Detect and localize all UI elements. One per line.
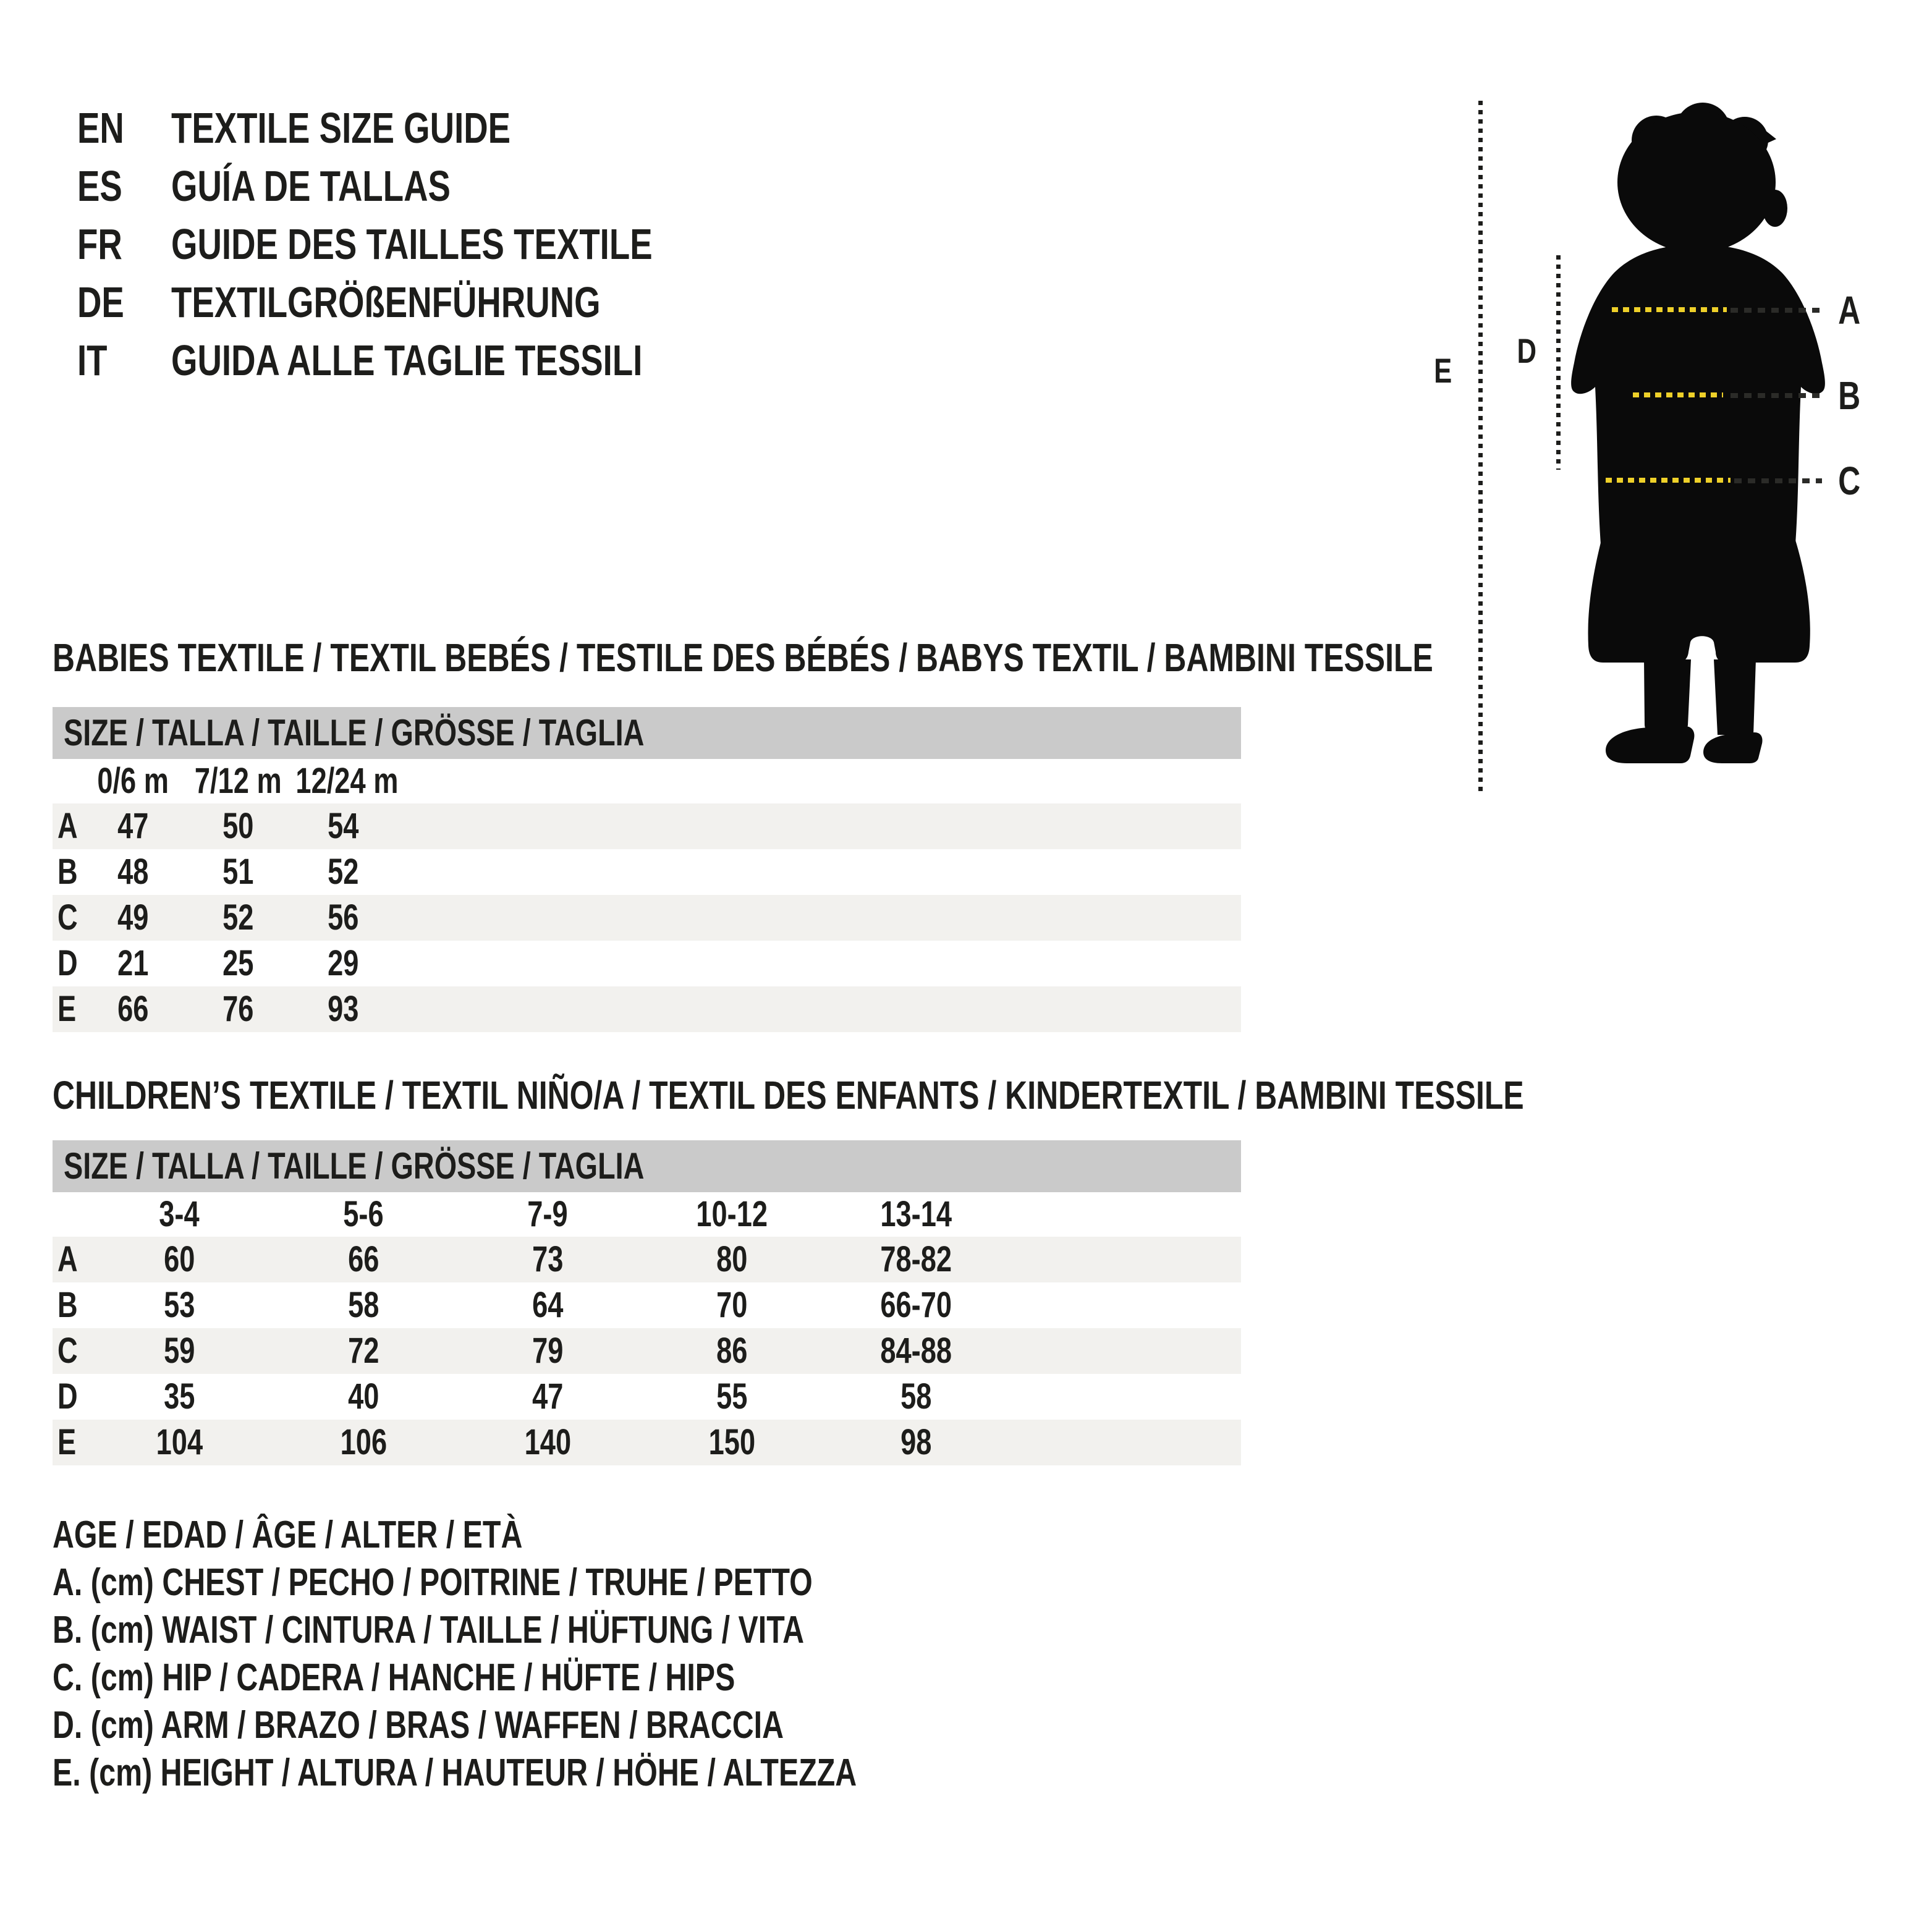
marker-label-a: A [1837, 288, 1861, 333]
table-cell: 76 [222, 989, 254, 1029]
table-row-c [53, 895, 1241, 941]
row-label: E [57, 1422, 77, 1462]
table-cell: 60 [163, 1239, 195, 1279]
waist-measure-dash-yellow [1633, 392, 1723, 397]
marker-label-b: B [1837, 373, 1861, 418]
table-cell: 84-88 [880, 1331, 952, 1371]
table-row-c [53, 1328, 1241, 1374]
height-measure-line-e [1478, 101, 1483, 794]
table-cell: 98 [900, 1422, 932, 1462]
language-code: EN [77, 104, 124, 152]
children-section-title: CHILDREN’S TEXTILE / TEXTIL NIÑO/A / TEXTIL DES ENFANTS / KINDERTEXTIL / BAMBINI TESSILE [53, 1073, 1524, 1117]
table-cell: 47 [117, 806, 149, 846]
table-cell: 29 [327, 943, 359, 983]
row-label: C [57, 1331, 78, 1371]
table-cell: 56 [327, 897, 359, 938]
language-code: FR [77, 220, 122, 268]
table-cell: 93 [327, 989, 359, 1029]
table-cell: 53 [163, 1285, 195, 1325]
table-cell: 58 [347, 1285, 379, 1325]
table-cell: 54 [327, 806, 359, 846]
hip-measure-dash-dark [1734, 478, 1822, 483]
column-header: 7-9 [527, 1194, 568, 1234]
table-cell: 50 [222, 806, 254, 846]
row-label: D [57, 943, 78, 983]
children-size-header-bar: SIZE / TALLA / TAILLE / GRÖSSE / TAGLIA [53, 1140, 1241, 1192]
language-code: ES [77, 162, 122, 210]
children-column-header-row [53, 1192, 1241, 1237]
column-header: 10-12 [696, 1194, 768, 1234]
row-label: A [57, 806, 78, 846]
language-row-de [77, 273, 788, 331]
legend-line-chest: A. (cm) CHEST / PECHO / POITRINE / TRUHE / PETTO [53, 1561, 813, 1604]
language-title-list [77, 99, 788, 389]
language-code: IT [77, 336, 108, 384]
hip-measure-dash-yellow [1606, 478, 1731, 483]
language-row-it [77, 331, 788, 389]
table-cell: 55 [716, 1376, 748, 1417]
children-table [53, 1192, 1241, 1465]
table-cell: 47 [532, 1376, 564, 1417]
marker-label-e: E [1434, 351, 1452, 390]
measurement-legend [53, 1511, 1083, 1797]
language-title: GUIDE DES TAILLES TEXTILE [171, 220, 653, 268]
child-silhouette-icon [1570, 102, 1829, 763]
column-header: 12/24 m [295, 761, 399, 801]
arm-measure-line-d [1556, 255, 1561, 470]
column-header: 5-6 [343, 1194, 384, 1234]
row-label: A [57, 1239, 78, 1279]
table-row-b [53, 1282, 1241, 1328]
column-header: 13-14 [880, 1194, 952, 1234]
table-row-e [53, 986, 1241, 1032]
waist-measure-dash-dark [1731, 393, 1822, 398]
language-code: DE [77, 278, 124, 326]
babies-section-title: BABIES TEXTILE / TEXTIL BEBÉS / TESTILE DES BÉBÉS / BABYS TEXTIL / BAMBINI TESSILE [53, 635, 1433, 680]
table-cell: 66 [347, 1239, 379, 1279]
language-row-es [77, 157, 788, 215]
chest-measure-dash-dark [1731, 308, 1822, 313]
table-cell: 80 [716, 1239, 748, 1279]
table-cell: 52 [327, 852, 359, 892]
legend-line-age: AGE / EDAD / ÂGE / ALTER / ETÀ [53, 1514, 523, 1556]
babies-table [53, 759, 1241, 1032]
table-cell: 52 [222, 897, 254, 938]
language-row-fr [77, 215, 788, 273]
table-cell: 35 [163, 1376, 195, 1417]
table-row-a [53, 803, 1241, 849]
legend-line-waist: B. (cm) WAIST / CINTURA / TAILLE / HÜFTUNG / VITA [53, 1609, 805, 1651]
table-cell: 25 [222, 943, 254, 983]
row-label: D [57, 1376, 78, 1417]
table-cell: 78-82 [880, 1239, 952, 1279]
language-title: TEXTILGRÖßENFÜHRUNG [171, 278, 601, 326]
table-cell: 58 [900, 1376, 932, 1417]
table-cell: 79 [532, 1331, 564, 1371]
table-cell: 48 [117, 852, 149, 892]
table-cell: 59 [163, 1331, 195, 1371]
row-label: C [57, 897, 78, 938]
babies-size-header-bar: SIZE / TALLA / TAILLE / GRÖSSE / TAGLIA [53, 707, 1241, 759]
table-row-e [53, 1420, 1241, 1465]
language-title: GUIDA ALLE TAGLIE TESSILI [171, 336, 643, 384]
table-cell: 49 [117, 897, 149, 938]
table-cell: 86 [716, 1331, 748, 1371]
legend-line-height: E. (cm) HEIGHT / ALTURA / HAUTEUR / HÖHE / ALTEZZA [53, 1752, 857, 1794]
language-row-en [77, 99, 788, 157]
table-cell: 140 [524, 1422, 571, 1462]
table-cell: 70 [716, 1285, 748, 1325]
marker-label-c: C [1837, 459, 1861, 503]
column-header: 3-4 [159, 1194, 200, 1234]
column-header: 7/12 m [194, 761, 282, 801]
legend-line-hip: C. (cm) HIP / CADERA / HANCHE / HÜFTE / HIPS [53, 1656, 735, 1699]
legend-line-arm: D. (cm) ARM / BRAZO / BRAS / WAFFEN / BRACCIA [53, 1704, 784, 1747]
row-label: B [57, 1285, 78, 1325]
table-row-a [53, 1237, 1241, 1282]
table-cell: 66 [117, 989, 149, 1029]
language-title: GUÍA DE TALLAS [171, 162, 451, 210]
table-cell: 106 [340, 1422, 387, 1462]
table-row-b [53, 849, 1241, 895]
chest-measure-dash-yellow [1612, 307, 1727, 312]
table-cell: 21 [117, 943, 149, 983]
table-cell: 104 [156, 1422, 203, 1462]
table-cell: 51 [222, 852, 254, 892]
language-title: TEXTILE SIZE GUIDE [171, 104, 511, 152]
table-cell: 66-70 [880, 1285, 952, 1325]
table-cell: 150 [708, 1422, 755, 1462]
babies-column-header-row [53, 759, 1241, 803]
table-cell: 72 [347, 1331, 379, 1371]
table-row-d [53, 1374, 1241, 1420]
table-cell: 73 [532, 1239, 564, 1279]
table-row-d [53, 941, 1241, 986]
table-cell: 40 [347, 1376, 379, 1417]
row-label: E [57, 989, 77, 1029]
row-label: B [57, 852, 78, 892]
column-header: 0/6 m [97, 761, 169, 801]
table-cell: 64 [532, 1285, 564, 1325]
marker-label-d: D [1517, 331, 1536, 370]
